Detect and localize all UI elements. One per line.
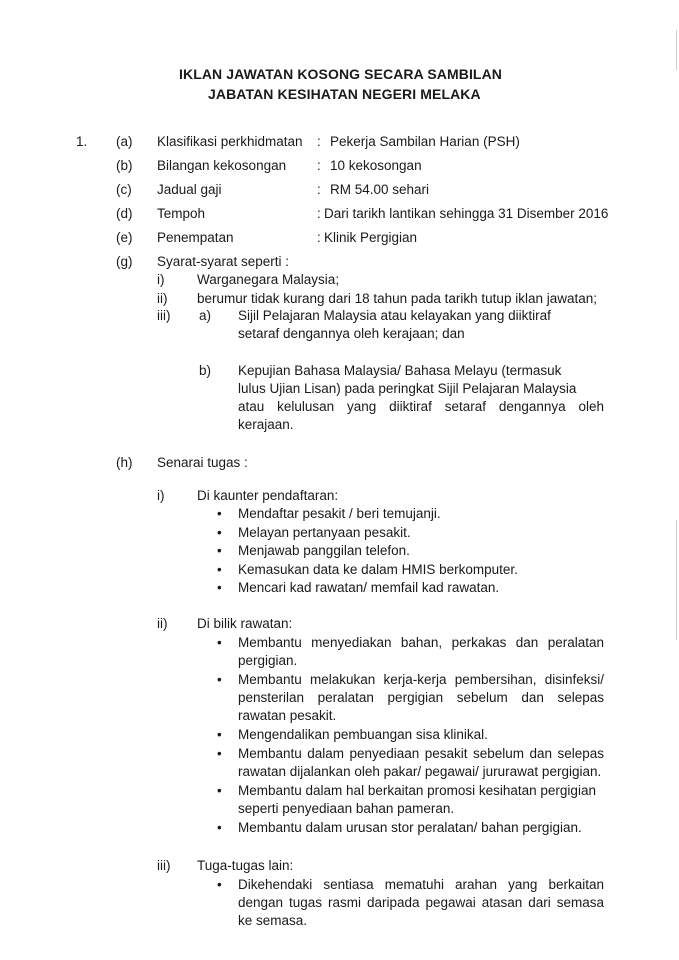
field-label: Bilangan kekosongan bbox=[157, 158, 287, 173]
syarat-item-text: berumur tidak kurang dari 18 tahun pada tarikh tutup iklan jawatan; bbox=[197, 291, 597, 306]
tugas-group-title: Tuga-tugas lain: bbox=[197, 858, 294, 873]
field-letter: (b) bbox=[116, 158, 133, 173]
syarat-sub-line: Kepujian Bahasa Malaysia/ Bahasa Melayu (termasuk bbox=[238, 363, 562, 378]
tugas-bullet-text: ke semasa. bbox=[238, 913, 308, 928]
field-label: Tempoh bbox=[157, 206, 206, 221]
field-label: Klasifikasi perkhidmatan bbox=[157, 134, 303, 149]
field-value: Dari tarikh lantikan sehingga 31 Disember 2016 bbox=[324, 206, 609, 221]
field-letter: (c) bbox=[116, 182, 132, 197]
bullet-icon: • bbox=[217, 783, 222, 798]
bullet-icon: • bbox=[217, 746, 222, 761]
syarat-item-number: ii) bbox=[157, 291, 168, 306]
field-letter: (e) bbox=[116, 230, 133, 245]
bullet-icon: • bbox=[217, 635, 222, 650]
tugas-bullet-text: Dikehendaki sentiasa mematuhi arahan yang berkaitan bbox=[238, 877, 604, 892]
field-value: Klinik Pergigian bbox=[324, 230, 418, 245]
tugas-bullet-text: Membantu melakukan kerja-kerja pembersihan, disinfeksi/ bbox=[238, 672, 604, 687]
tugas-bullet-text: Mencari kad rawatan/ memfail kad rawatan. bbox=[238, 580, 500, 595]
field-colon: : bbox=[317, 230, 321, 245]
syarat-letter: (g) bbox=[116, 254, 133, 269]
tugas-heading: Senarai tugas : bbox=[157, 455, 248, 470]
tugas-bullet-text: Kemasukan data ke dalam HMIS berkomputer. bbox=[238, 562, 518, 577]
bullet-icon: • bbox=[217, 525, 222, 540]
field-letter: (a) bbox=[116, 134, 133, 149]
field-colon: : bbox=[317, 134, 321, 149]
tugas-bullet-text: pergigian. bbox=[238, 653, 298, 668]
field-colon: : bbox=[317, 182, 321, 197]
tugas-group-number: i) bbox=[157, 488, 165, 503]
tugas-letter: (h) bbox=[116, 455, 133, 470]
bullet-icon: • bbox=[217, 506, 222, 521]
bullet-icon: • bbox=[217, 580, 222, 595]
syarat-item-number: i) bbox=[157, 272, 165, 287]
tugas-bullet-text: Membantu menyediakan bahan, perkakas dan peralatan bbox=[238, 635, 604, 650]
bullet-icon: • bbox=[217, 820, 222, 835]
tugas-bullet-text: Mengendalikan pembuangan sisa klinikal. bbox=[238, 727, 488, 742]
tugas-group-number: ii) bbox=[157, 616, 168, 631]
tugas-bullet-text: Mendaftar pesakit / beri temujanji. bbox=[238, 506, 441, 521]
bullet-icon: • bbox=[217, 727, 222, 742]
bullet-icon: • bbox=[217, 672, 222, 687]
tugas-bullet-text: rawatan pesakit. bbox=[238, 708, 337, 723]
tugas-bullet-text: Menjawab panggilan telefon. bbox=[238, 543, 410, 558]
field-label: Jadual gaji bbox=[157, 182, 222, 197]
bullet-icon: • bbox=[217, 543, 222, 558]
document-title-line2: JABATAN KESIHATAN NEGERI MELAKA bbox=[208, 86, 481, 102]
syarat-item-number: iii) bbox=[157, 308, 171, 323]
field-value: 10 kekosongan bbox=[330, 158, 422, 173]
syarat-sub-line: atau kelulusan yang diiktiraf setaraf dengannya oleh bbox=[238, 399, 604, 414]
section-number: 1. bbox=[76, 134, 88, 149]
tugas-bullet-text: Membantu dalam hal berkaitan promosi kesihatan pergigian bbox=[238, 783, 596, 798]
tugas-bullet-text: pensterilan peralatan pergigian sebelum dan selepas bbox=[238, 690, 604, 705]
bullet-icon: • bbox=[217, 877, 222, 892]
syarat-heading: Syarat-syarat seperti : bbox=[157, 254, 290, 269]
tugas-bullet-text: Melayan pertanyaan pesakit. bbox=[238, 525, 411, 540]
tugas-bullet-text: Membantu dalam penyediaan pesakit sebelum dan selepas bbox=[238, 746, 604, 761]
field-label: Penempatan bbox=[157, 230, 234, 245]
tugas-bullet-text: Membantu dalam urusan stor peralatan/ bahan pergigian. bbox=[238, 820, 582, 835]
syarat-sub-line: setaraf dengannya oleh kerajaan; dan bbox=[238, 326, 465, 341]
syarat-sub-line: kerajaan. bbox=[238, 417, 294, 432]
field-colon: : bbox=[317, 158, 321, 173]
syarat-item-text: Warganegara Malaysia; bbox=[197, 272, 340, 287]
tugas-bullet-text: dengan tugas rasmi daripada pegawai atasan dari semasa bbox=[238, 895, 604, 910]
syarat-sub-line: lulus Ujian Lisan) pada peringkat Sijil Pelajaran Malaysia bbox=[238, 381, 577, 396]
scan-edge-mark bbox=[676, 30, 677, 70]
tugas-group-number: iii) bbox=[157, 858, 171, 873]
scan-edge-mark bbox=[676, 520, 677, 640]
bullet-icon: • bbox=[217, 562, 222, 577]
tugas-bullet-text: seperti penyediaan bahan pameran. bbox=[238, 801, 455, 816]
tugas-group-title: Di kaunter pendaftaran: bbox=[197, 488, 339, 503]
tugas-group-title: Di bilik rawatan: bbox=[197, 616, 293, 631]
syarat-sub-letter: a) bbox=[199, 308, 212, 323]
field-colon: : bbox=[317, 206, 321, 221]
syarat-sub-line: Sijil Pelajaran Malaysia atau kelayakan yang diiktiraf bbox=[238, 308, 551, 323]
syarat-sub-letter: b) bbox=[199, 363, 212, 378]
field-value: RM 54.00 sehari bbox=[330, 182, 430, 197]
field-letter: (d) bbox=[116, 206, 133, 221]
tugas-bullet-text: rawatan dijalankan oleh pakar/ pegawai/ jururawat pergigian. bbox=[238, 764, 602, 779]
document-title-line1: IKLAN JAWATAN KOSONG SECARA SAMBILAN bbox=[179, 66, 503, 82]
field-value: Pekerja Sambilan Harian (PSH) bbox=[330, 134, 520, 149]
